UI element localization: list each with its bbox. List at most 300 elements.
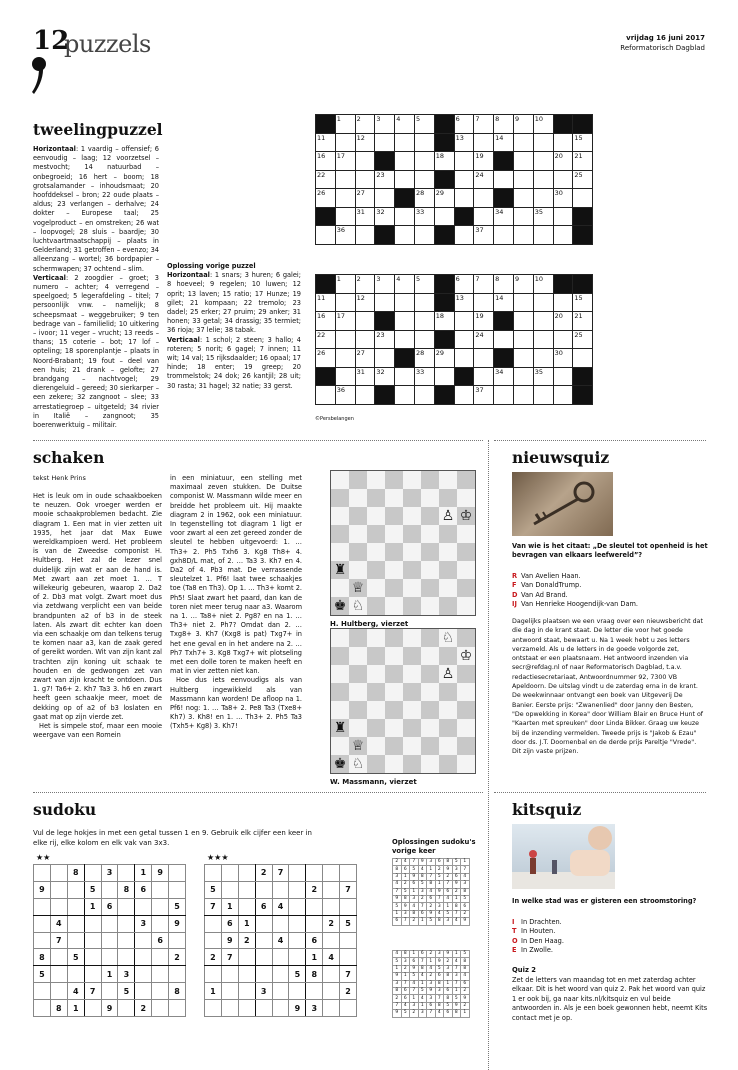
crossword-cell[interactable] [316, 386, 336, 405]
crossword-cell[interactable] [375, 189, 395, 208]
crossword-cell[interactable]: 16 [316, 312, 336, 331]
crossword-cell[interactable] [513, 207, 533, 226]
crossword-cell[interactable]: 15 [573, 293, 593, 312]
crossword-cell[interactable]: 27 [355, 349, 375, 368]
sudoku-grid-1[interactable] [33, 864, 186, 1017]
sudoku-cell[interactable]: 2 [205, 949, 222, 966]
crossword-cell[interactable] [553, 226, 573, 245]
crossword-cell[interactable] [395, 293, 415, 312]
crossword-cell[interactable]: 2 [355, 115, 375, 134]
sudoku-cell[interactable] [340, 1000, 357, 1017]
sudoku-cell[interactable] [169, 1000, 186, 1017]
sudoku-cell[interactable] [67, 915, 84, 932]
sudoku-cell[interactable]: 2 [169, 949, 186, 966]
crossword-cell[interactable] [375, 293, 395, 312]
sudoku-cell[interactable]: 8 [118, 881, 135, 898]
crossword-cell[interactable] [454, 170, 474, 189]
sudoku-cell[interactable]: 7 [84, 983, 101, 1000]
sudoku-cell[interactable] [84, 966, 101, 983]
sudoku-cell[interactable] [118, 932, 135, 949]
crossword-cell[interactable]: 10 [533, 275, 553, 294]
crossword-cell[interactable]: 24 [474, 330, 494, 349]
sudoku-cell[interactable] [152, 881, 169, 898]
crossword-cell[interactable] [533, 170, 553, 189]
sudoku-cell[interactable] [118, 1000, 135, 1017]
crossword-cell[interactable]: 1 [335, 115, 355, 134]
crossword-cell[interactable]: 36 [335, 226, 355, 245]
crossword-cell[interactable] [335, 133, 355, 152]
sudoku-cell[interactable] [238, 1000, 255, 1017]
sudoku-cell[interactable] [289, 881, 306, 898]
sudoku-cell[interactable] [289, 932, 306, 949]
sudoku-cell[interactable]: 9 [169, 915, 186, 932]
crossword-cell[interactable] [553, 367, 573, 386]
crossword-cell[interactable] [494, 170, 514, 189]
crossword-cell[interactable]: 26 [316, 189, 336, 208]
crossword-cell[interactable] [513, 189, 533, 208]
sudoku-cell[interactable] [34, 1000, 51, 1017]
crossword-cell[interactable]: 4 [395, 115, 415, 134]
crossword-cell[interactable]: 20 [553, 312, 573, 331]
crossword-cell[interactable]: 23 [375, 170, 395, 189]
sudoku-cell[interactable]: 4 [67, 983, 84, 1000]
sudoku-cell[interactable]: 6 [152, 932, 169, 949]
sudoku-cell[interactable]: 3 [255, 983, 272, 1000]
crossword-cell[interactable]: 13 [454, 293, 474, 312]
crossword-cell[interactable] [513, 386, 533, 405]
sudoku-cell[interactable] [84, 915, 101, 932]
crossword-cell[interactable] [553, 207, 573, 226]
crossword-cell[interactable]: 13 [454, 133, 474, 152]
crossword-cell[interactable]: 25 [573, 330, 593, 349]
quiz-option[interactable]: F Van DonaldTrump. [512, 581, 582, 590]
crossword-cell[interactable]: 14 [494, 293, 514, 312]
sudoku-cell[interactable]: 5 [289, 966, 306, 983]
crossword-cell[interactable]: 8 [494, 115, 514, 134]
sudoku-cell[interactable]: 1 [84, 898, 101, 915]
crossword-cell[interactable] [434, 207, 454, 226]
sudoku-cell[interactable]: 3 [101, 865, 118, 882]
crossword-cell[interactable] [573, 189, 593, 208]
crossword-cell[interactable] [553, 293, 573, 312]
crossword-cell[interactable] [395, 386, 415, 405]
crossword-cell[interactable]: 33 [414, 367, 434, 386]
sudoku-cell[interactable]: 5 [205, 881, 222, 898]
sudoku-cell[interactable]: 1 [221, 898, 238, 915]
sudoku-cell[interactable] [238, 983, 255, 1000]
quiz-option[interactable]: R Van Avelien Haan. [512, 572, 581, 580]
crossword-cell[interactable] [414, 293, 434, 312]
sudoku-cell[interactable]: 1 [67, 1000, 84, 1017]
crossword-cell[interactable]: 26 [316, 349, 336, 368]
sudoku-cell[interactable] [84, 1000, 101, 1017]
kitsquiz-options[interactable] [512, 918, 708, 956]
sudoku-cell[interactable] [255, 966, 272, 983]
crossword-cell[interactable]: 8 [494, 275, 514, 294]
crossword-cell[interactable] [533, 189, 553, 208]
nieuwsquiz-options[interactable] [512, 572, 708, 610]
sudoku-cell[interactable]: 1 [205, 983, 222, 1000]
sudoku-cell[interactable] [306, 865, 323, 882]
sudoku-cell[interactable]: 5 [118, 983, 135, 1000]
crossword-cell[interactable]: 29 [434, 349, 454, 368]
crossword-cell[interactable] [454, 312, 474, 331]
crossword-cell[interactable] [355, 226, 375, 245]
sudoku-cell[interactable] [34, 865, 51, 882]
crossword-cell[interactable]: 12 [355, 293, 375, 312]
sudoku-cell[interactable]: 2 [135, 1000, 152, 1017]
crossword-cell[interactable]: 18 [434, 152, 454, 171]
sudoku-cell[interactable] [205, 1000, 222, 1017]
crossword-cell[interactable] [395, 133, 415, 152]
sudoku-cell[interactable] [152, 1000, 169, 1017]
sudoku-cell[interactable]: 7 [340, 966, 357, 983]
sudoku-cell[interactable]: 9 [152, 865, 169, 882]
crossword-cell[interactable]: 19 [474, 312, 494, 331]
crossword-cell[interactable] [533, 330, 553, 349]
crossword-cell[interactable]: 30 [553, 349, 573, 368]
sudoku-cell[interactable] [221, 983, 238, 1000]
sudoku-cell[interactable] [118, 915, 135, 932]
sudoku-cell[interactable] [289, 949, 306, 966]
crossword-cell[interactable] [335, 293, 355, 312]
crossword-cell[interactable] [395, 330, 415, 349]
sudoku-cell[interactable] [323, 966, 340, 983]
crossword-cell[interactable] [494, 386, 514, 405]
sudoku-cell[interactable] [238, 881, 255, 898]
quiz-option[interactable]: D Van Ad Brand. [512, 590, 568, 599]
crossword-cell[interactable] [533, 386, 553, 405]
sudoku-cell[interactable] [101, 983, 118, 1000]
crossword-cell[interactable] [513, 152, 533, 171]
sudoku-cell[interactable]: 9 [101, 1000, 118, 1017]
sudoku-cell[interactable] [152, 949, 169, 966]
crossword-cell[interactable]: 22 [316, 170, 336, 189]
quiz-option[interactable]: O In Den Haag. [512, 936, 564, 945]
sudoku-cell[interactable] [272, 966, 289, 983]
crossword-cell[interactable]: 37 [474, 226, 494, 245]
quiz-option[interactable]: I In Drachten. [512, 918, 562, 926]
crossword-cell[interactable] [375, 349, 395, 368]
sudoku-cell[interactable] [340, 932, 357, 949]
sudoku-cell[interactable]: 3 [118, 966, 135, 983]
sudoku-cell[interactable] [135, 949, 152, 966]
sudoku-cell[interactable] [34, 915, 51, 932]
sudoku-cell[interactable] [67, 881, 84, 898]
sudoku-cell[interactable] [152, 915, 169, 932]
sudoku-cell[interactable] [67, 932, 84, 949]
sudoku-cell[interactable] [84, 949, 101, 966]
sudoku-cell[interactable] [34, 898, 51, 915]
crossword-cell[interactable]: 34 [494, 367, 514, 386]
crossword-cell[interactable]: 15 [573, 133, 593, 152]
sudoku-cell[interactable] [340, 898, 357, 915]
sudoku-cell[interactable]: 2 [255, 865, 272, 882]
crossword-cell[interactable] [335, 170, 355, 189]
sudoku-cell[interactable] [50, 966, 67, 983]
sudoku-cell[interactable] [221, 881, 238, 898]
sudoku-cell[interactable]: 8 [67, 865, 84, 882]
crossword-cell[interactable] [474, 367, 494, 386]
sudoku-cell[interactable] [34, 932, 51, 949]
sudoku-cell[interactable] [289, 898, 306, 915]
crossword-cell[interactable] [414, 386, 434, 405]
sudoku-cell[interactable]: 6 [255, 898, 272, 915]
sudoku-cell[interactable] [84, 865, 101, 882]
crossword-cell[interactable]: 6 [454, 115, 474, 134]
sudoku-cell[interactable] [67, 898, 84, 915]
crossword-cell[interactable] [335, 207, 355, 226]
crossword-cell[interactable] [474, 133, 494, 152]
sudoku-cell[interactable]: 9 [289, 1000, 306, 1017]
crossword-cell[interactable] [573, 349, 593, 368]
sudoku-cell[interactable] [272, 949, 289, 966]
crossword-cell[interactable] [395, 312, 415, 331]
sudoku-cell[interactable] [50, 865, 67, 882]
crossword-cell[interactable] [355, 330, 375, 349]
sudoku-cell[interactable]: 5 [34, 966, 51, 983]
sudoku-cell[interactable] [238, 865, 255, 882]
crossword-cell[interactable] [513, 226, 533, 245]
crossword-cell[interactable] [553, 330, 573, 349]
crossword-cell[interactable] [395, 170, 415, 189]
sudoku-cell[interactable]: 4 [272, 932, 289, 949]
crossword-cell[interactable] [474, 189, 494, 208]
crossword-cell[interactable]: 6 [454, 275, 474, 294]
crossword-cell[interactable]: 22 [316, 330, 336, 349]
crossword-cell[interactable] [395, 226, 415, 245]
crossword-cell[interactable] [395, 207, 415, 226]
sudoku-cell[interactable] [118, 898, 135, 915]
crossword-cell[interactable]: 12 [355, 133, 375, 152]
sudoku-cell[interactable] [323, 865, 340, 882]
sudoku-cell[interactable] [135, 983, 152, 1000]
sudoku-cell[interactable] [272, 915, 289, 932]
sudoku-cell[interactable] [205, 966, 222, 983]
crossword-cell[interactable] [355, 170, 375, 189]
sudoku-cell[interactable]: 6 [306, 932, 323, 949]
crossword-cell[interactable] [513, 170, 533, 189]
sudoku-cell[interactable]: 1 [238, 915, 255, 932]
sudoku-cell[interactable] [306, 983, 323, 1000]
sudoku-cell[interactable] [84, 932, 101, 949]
crossword-cell[interactable]: 5 [414, 275, 434, 294]
crossword-cell[interactable]: 2 [355, 275, 375, 294]
sudoku-cell[interactable] [323, 898, 340, 915]
crossword-cell[interactable]: 7 [474, 115, 494, 134]
sudoku-cell[interactable]: 2 [306, 881, 323, 898]
sudoku-cell[interactable] [152, 966, 169, 983]
sudoku-cell[interactable] [205, 915, 222, 932]
crossword-cell[interactable] [395, 367, 415, 386]
crossword-cell[interactable] [533, 133, 553, 152]
sudoku-cell[interactable] [152, 983, 169, 1000]
crossword-cell[interactable] [335, 189, 355, 208]
crossword-cell[interactable] [414, 312, 434, 331]
sudoku-cell[interactable] [272, 1000, 289, 1017]
sudoku-cell[interactable] [169, 966, 186, 983]
sudoku-cell[interactable]: 7 [221, 949, 238, 966]
crossword-cell[interactable]: 32 [375, 367, 395, 386]
sudoku-cell[interactable]: 8 [34, 949, 51, 966]
sudoku-cell[interactable] [135, 966, 152, 983]
sudoku-cell[interactable]: 6 [101, 898, 118, 915]
sudoku-cell[interactable] [323, 983, 340, 1000]
crossword-cell[interactable]: 28 [414, 189, 434, 208]
crossword-cell[interactable] [414, 152, 434, 171]
crossword-cell[interactable] [513, 133, 533, 152]
crossword-cell[interactable] [316, 226, 336, 245]
sudoku-cell[interactable]: 7 [272, 865, 289, 882]
crossword-grid-2[interactable] [315, 274, 593, 405]
crossword-cell[interactable]: 35 [533, 367, 553, 386]
sudoku-cell[interactable] [50, 881, 67, 898]
sudoku-cell[interactable]: 4 [50, 915, 67, 932]
crossword-cell[interactable] [553, 170, 573, 189]
crossword-cell[interactable] [454, 386, 474, 405]
crossword-cell[interactable] [375, 133, 395, 152]
crossword-cell[interactable]: 3 [375, 115, 395, 134]
sudoku-cell[interactable] [255, 881, 272, 898]
crossword-cell[interactable]: 31 [355, 367, 375, 386]
sudoku-cell[interactable] [101, 932, 118, 949]
crossword-cell[interactable] [494, 330, 514, 349]
sudoku-cell[interactable] [50, 949, 67, 966]
crossword-cell[interactable]: 3 [375, 275, 395, 294]
crossword-cell[interactable] [513, 330, 533, 349]
sudoku-cell[interactable]: 4 [323, 949, 340, 966]
crossword-cell[interactable] [474, 349, 494, 368]
quiz-option[interactable]: IJ Van Henrieke Hoogendijk-van Dam. [512, 600, 639, 609]
sudoku-cell[interactable]: 2 [340, 983, 357, 1000]
crossword-cell[interactable] [533, 349, 553, 368]
crossword-cell[interactable]: 18 [434, 312, 454, 331]
quiz-option[interactable]: T In Houten. [512, 927, 556, 936]
crossword-cell[interactable]: 29 [434, 189, 454, 208]
sudoku-cell[interactable] [50, 983, 67, 1000]
crossword-cell[interactable] [513, 312, 533, 331]
sudoku-cell[interactable] [221, 966, 238, 983]
crossword-cell[interactable]: 19 [474, 152, 494, 171]
crossword-cell[interactable] [454, 189, 474, 208]
crossword-cell[interactable] [553, 386, 573, 405]
crossword-cell[interactable]: 9 [513, 275, 533, 294]
crossword-cell[interactable]: 25 [573, 170, 593, 189]
crossword-cell[interactable]: 20 [553, 152, 573, 171]
crossword-cell[interactable] [553, 133, 573, 152]
sudoku-cell[interactable]: 7 [50, 932, 67, 949]
crossword-cell[interactable]: 14 [494, 133, 514, 152]
crossword-cell[interactable]: 37 [474, 386, 494, 405]
crossword-cell[interactable] [474, 207, 494, 226]
sudoku-cell[interactable]: 8 [50, 1000, 67, 1017]
sudoku-grid-2[interactable] [204, 864, 357, 1017]
crossword-cell[interactable] [533, 293, 553, 312]
crossword-cell[interactable]: 11 [316, 293, 336, 312]
sudoku-cell[interactable] [34, 983, 51, 1000]
sudoku-cell[interactable] [255, 949, 272, 966]
crossword-cell[interactable]: 30 [553, 189, 573, 208]
sudoku-cell[interactable] [221, 1000, 238, 1017]
crossword-cell[interactable]: 23 [375, 330, 395, 349]
sudoku-cell[interactable] [101, 881, 118, 898]
crossword-cell[interactable] [335, 349, 355, 368]
crossword-cell[interactable]: 24 [474, 170, 494, 189]
crossword-cell[interactable] [414, 133, 434, 152]
crossword-cell[interactable] [355, 312, 375, 331]
crossword-cell[interactable]: 28 [414, 349, 434, 368]
sudoku-cell[interactable] [289, 865, 306, 882]
sudoku-cell[interactable] [255, 932, 272, 949]
sudoku-cell[interactable]: 5 [340, 915, 357, 932]
sudoku-cell[interactable] [169, 865, 186, 882]
sudoku-cell[interactable] [118, 949, 135, 966]
sudoku-cell[interactable] [238, 898, 255, 915]
crossword-cell[interactable] [533, 152, 553, 171]
crossword-cell[interactable] [414, 226, 434, 245]
sudoku-cell[interactable] [101, 915, 118, 932]
sudoku-cell[interactable] [340, 865, 357, 882]
sudoku-cell[interactable] [67, 966, 84, 983]
crossword-cell[interactable] [454, 349, 474, 368]
quiz-option[interactable]: E In Zwolle. [512, 946, 553, 955]
sudoku-cell[interactable] [323, 1000, 340, 1017]
sudoku-cell[interactable]: 2 [323, 915, 340, 932]
sudoku-cell[interactable] [340, 949, 357, 966]
sudoku-cell[interactable]: 6 [221, 915, 238, 932]
crossword-cell[interactable] [513, 367, 533, 386]
sudoku-cell[interactable] [205, 932, 222, 949]
crossword-cell[interactable] [335, 367, 355, 386]
sudoku-cell[interactable] [289, 915, 306, 932]
crossword-cell[interactable]: 4 [395, 275, 415, 294]
sudoku-cell[interactable] [118, 865, 135, 882]
sudoku-cell[interactable]: 9 [34, 881, 51, 898]
crossword-cell[interactable] [454, 226, 474, 245]
sudoku-cell[interactable]: 1 [135, 865, 152, 882]
crossword-cell[interactable]: 17 [335, 152, 355, 171]
sudoku-cell[interactable]: 1 [306, 949, 323, 966]
crossword-cell[interactable] [533, 312, 553, 331]
crossword-cell[interactable] [434, 367, 454, 386]
crossword-cell[interactable]: 1 [335, 275, 355, 294]
crossword-cell[interactable]: 5 [414, 115, 434, 134]
sudoku-cell[interactable] [205, 865, 222, 882]
crossword-cell[interactable]: 32 [375, 207, 395, 226]
crossword-grid-1[interactable] [315, 114, 593, 245]
sudoku-cell[interactable] [221, 865, 238, 882]
sudoku-cell[interactable]: 3 [135, 915, 152, 932]
sudoku-cell[interactable]: 1 [101, 966, 118, 983]
crossword-cell[interactable] [395, 152, 415, 171]
sudoku-cell[interactable]: 5 [67, 949, 84, 966]
sudoku-cell[interactable] [135, 932, 152, 949]
crossword-cell[interactable]: 7 [474, 275, 494, 294]
crossword-cell[interactable] [414, 170, 434, 189]
sudoku-cell[interactable]: 5 [84, 881, 101, 898]
crossword-cell[interactable]: 10 [533, 115, 553, 134]
crossword-cell[interactable]: 36 [335, 386, 355, 405]
crossword-cell[interactable] [355, 152, 375, 171]
sudoku-cell[interactable] [323, 881, 340, 898]
crossword-cell[interactable]: 9 [513, 115, 533, 134]
sudoku-cell[interactable]: 7 [340, 881, 357, 898]
crossword-cell[interactable] [335, 330, 355, 349]
crossword-cell[interactable]: 35 [533, 207, 553, 226]
crossword-cell[interactable] [513, 349, 533, 368]
sudoku-cell[interactable]: 2 [238, 932, 255, 949]
sudoku-cell[interactable] [323, 932, 340, 949]
